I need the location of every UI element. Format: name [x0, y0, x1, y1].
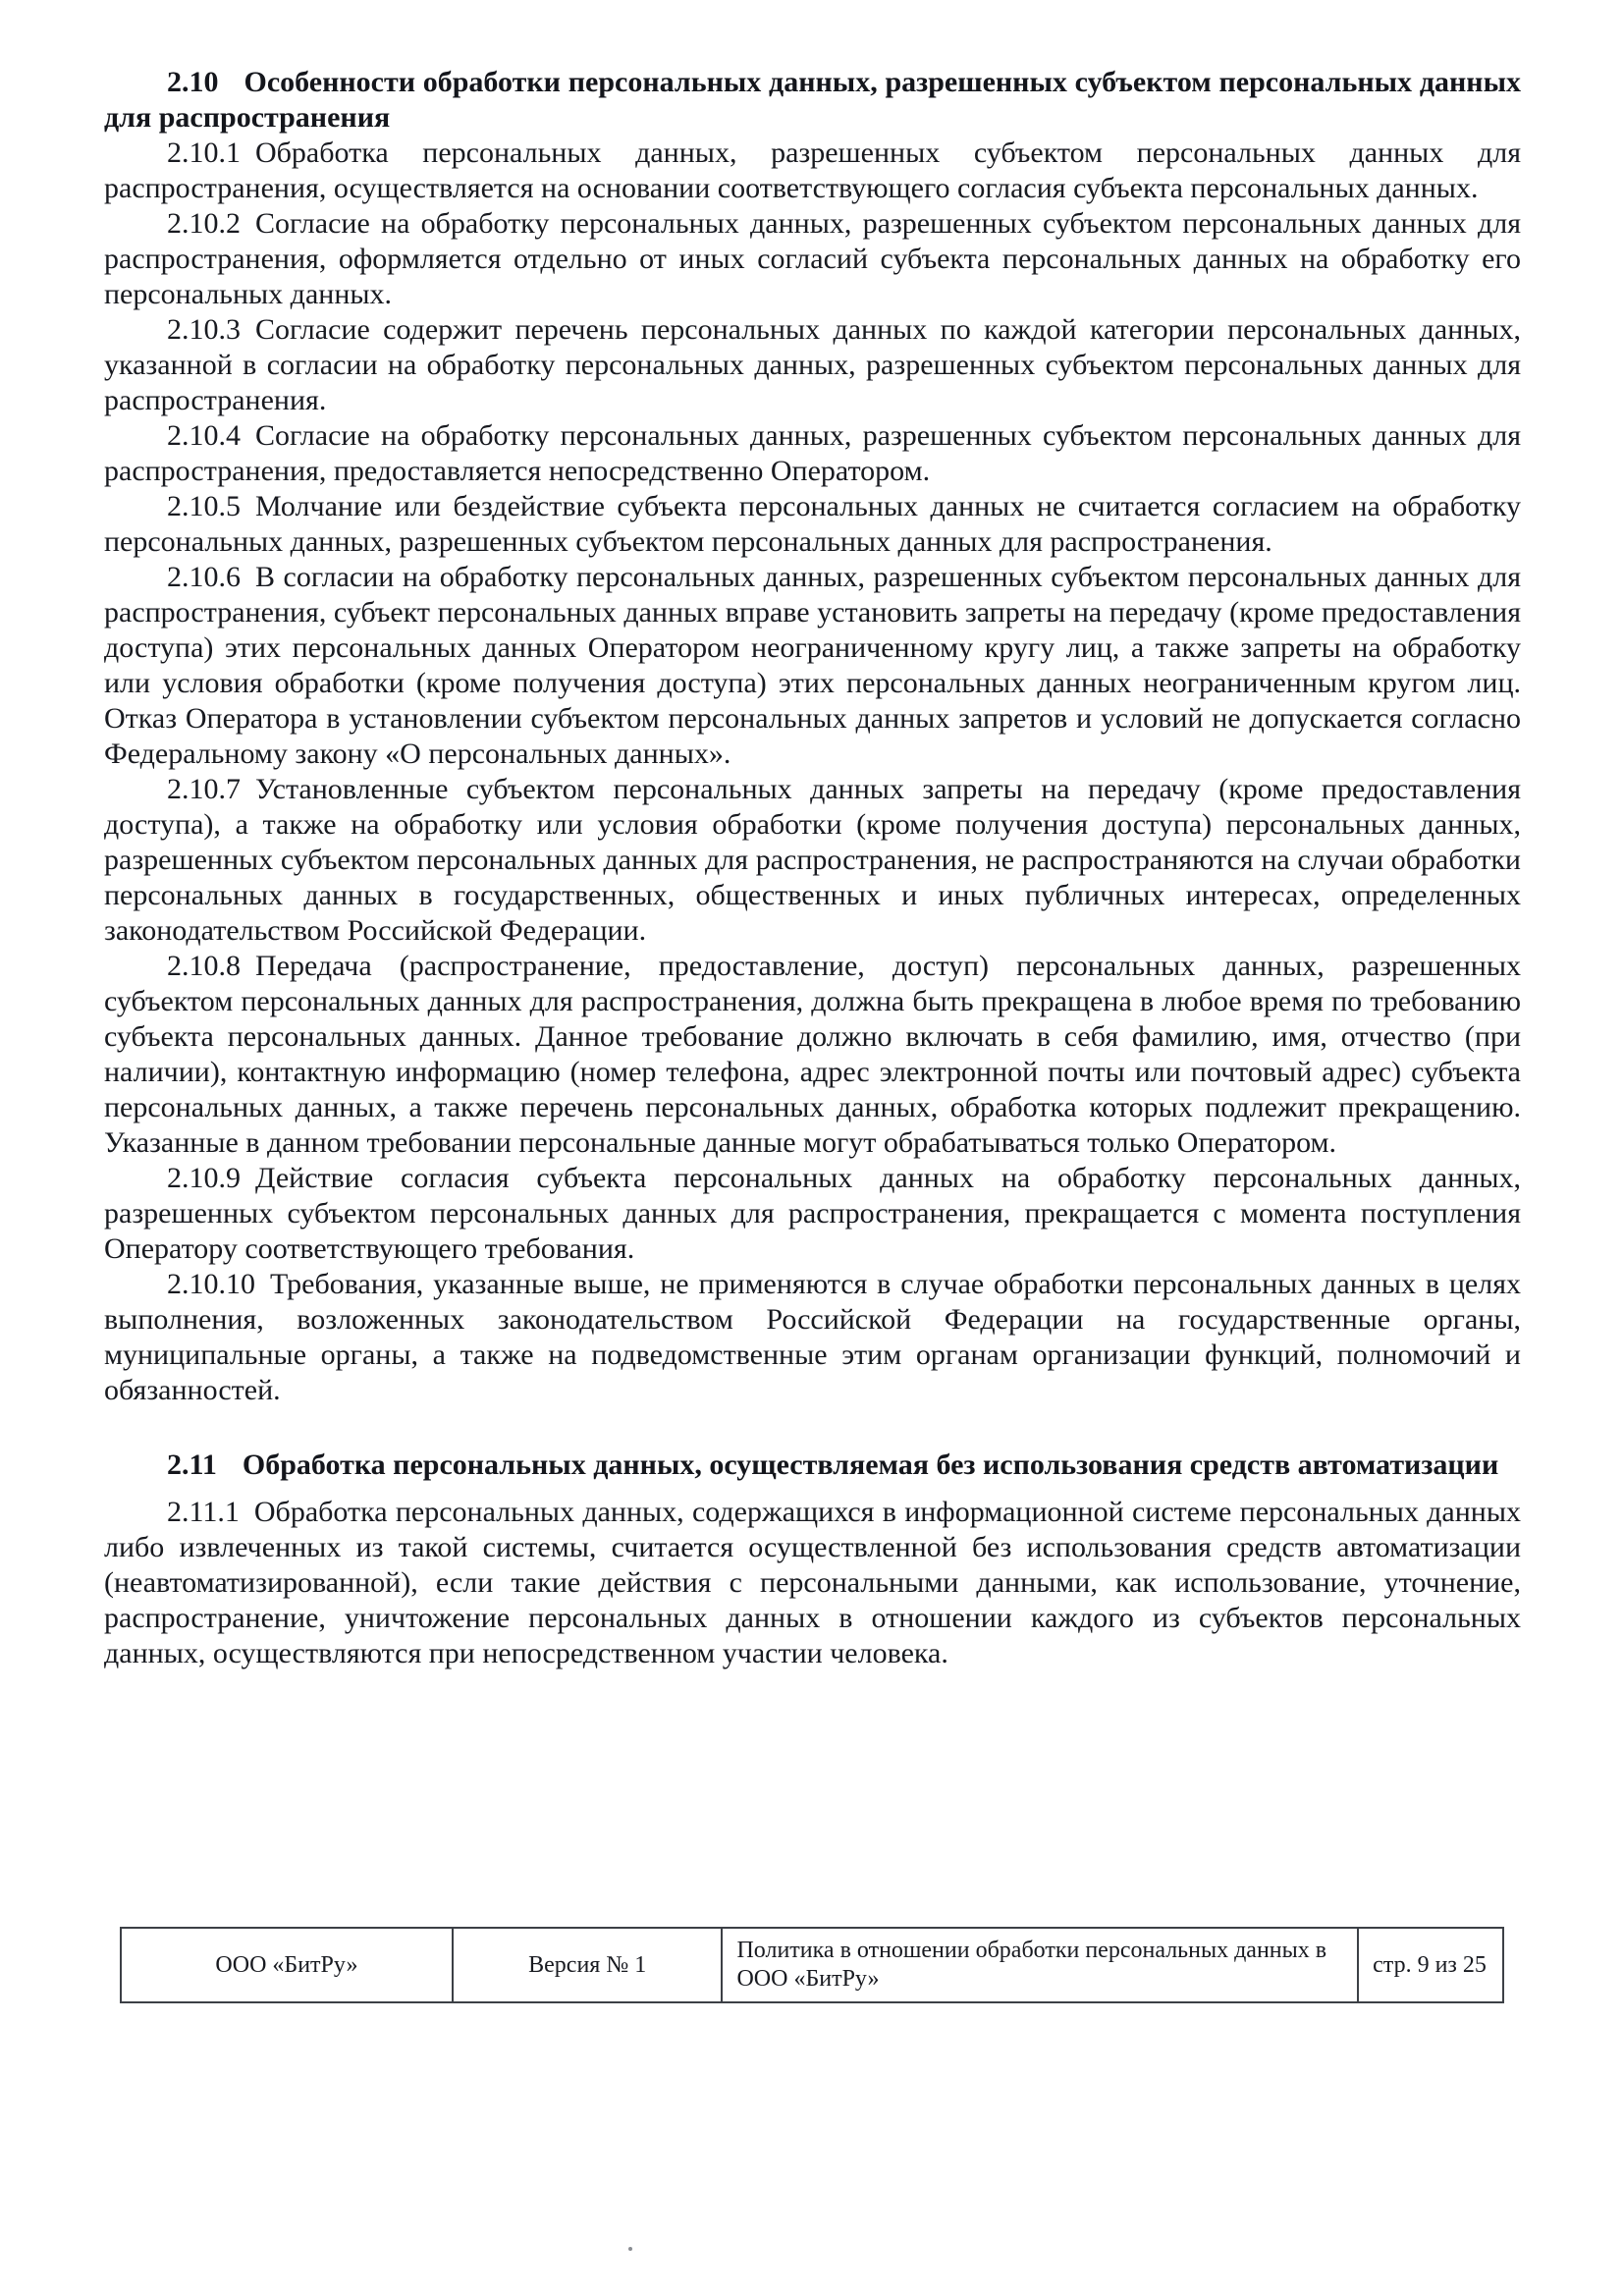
- paragraph-2-10-4: 2.10.4 Согласие на обработку персональных данных, разрешенных субъектом персональных данных для распространения, предоставляется непосредственно Оператором.: [104, 419, 1521, 487]
- footer-table: [120, 1927, 1504, 2003]
- footer-row: [121, 1928, 1503, 2002]
- section-number-2-10: 2.10: [167, 66, 219, 98]
- paragraph-2-10-1: 2.10.1 Обработка персональных данных, разрешенных субъектом персональных данных для распространения, осуществляется на основании соответствующего согласия субъекта персональных данных.: [104, 137, 1521, 204]
- paragraph-2-10-3: 2.10.3 Согласие содержит перечень персональных данных по каждой категории персональных данных, указанной в согласии на обработку персональных данных, разрешенных субъектом персональных данных для распространения.: [104, 313, 1521, 416]
- footer-company-cell: ООО «БитРу»: [121, 1928, 453, 2002]
- section-title-2-11: Обработка персональных данных, осуществляемая без использования средств автоматизации: [242, 1449, 1499, 1481]
- paragraph-2-10-9: 2.10.9 Действие согласия субъекта персональных данных на обработку персональных данных, разрешенных субъектом персональных данных для распространения, прекращается с момента поступления Оператору соответствующего требования.: [104, 1162, 1521, 1265]
- paragraph-2-10-2: 2.10.2 Согласие на обработку персональных данных, разрешенных субъектом персональных данных для распространения, оформляется отдельно от иных согласий субъекта персональных данных на обработку его персональных данных.: [104, 207, 1521, 310]
- footer-doc-title-cell: Политика в отношении обработки персональных данных в ООО «БитРу»: [722, 1928, 1358, 2002]
- section-number-2-11: 2.11: [167, 1449, 217, 1481]
- paragraph-2-10-10: 2.10.10 Требования, указанные выше, не применяются в случае обработки персональных данных в целях выполнения, возложенных законодательством Российской Федерации на государственные органы, муниципальные органы, а также на подведомственные этим органам организации функций, полномочий и обязанностей.: [104, 1268, 1521, 1406]
- paragraph-2-10-7: 2.10.7 Установленные субъектом персональных данных запреты на передачу (кроме предоставления доступа), а также на обработку или условия обработки (кроме получения доступа) персональных данных, разрешенных субъектом персональных данных для распространения, не распространяются на случаи обработки персональных данных в государственных, общественных и иных публичных интересах, определенных законодательством Российской Федерации.: [104, 773, 1521, 947]
- section-title-2-10: Особенности обработки персональных данных, разрешенных субъектом персональных данных для распространения: [104, 66, 1521, 134]
- paragraph-2-10-6: 2.10.6 В согласии на обработку персональных данных, разрешенных субъектом персональных данных для распространения, субъект персональных данных вправе установить запреты на передачу (кроме предоставления доступа) этих персональных данных Оператором неограниченному кругу лиц, а также запреты на обработку или условия обработки (кроме получения доступа) этих персональных данных неограниченным кругом лиц. Отказ Оператора в установлении субъектом персональных данных запретов и условий не допускается согласно Федеральному закону «О персональных данных».: [104, 561, 1521, 770]
- section-heading-2-11: [104, 1448, 1521, 1483]
- scan-artifact-dot: [628, 2247, 632, 2251]
- section-heading-2-10: [104, 65, 1521, 136]
- footer-version-cell: Версия № 1: [453, 1928, 723, 2002]
- paragraph-2-10-8: 2.10.8 Передача (распространение, предоставление, доступ) персональных данных, разрешенных субъектом персональных данных для распространения, должна быть прекращена в любое время по требованию субъекта персональных данных. Данное требование должно включать в себя фамилию, имя, отчество (при наличии), контактную информацию (номер телефона, адрес электронной почты или почтовый адрес) субъекта персональных данных, а также перечень персональных данных, обработка которых подлежит прекращению. Указанные в данном требовании персональные данные могут обрабатываться только Оператором.: [104, 950, 1521, 1159]
- paragraph-2-10-5: 2.10.5 Молчание или бездействие субъекта персональных данных не считается согласием на обработку персональных данных, разрешенных субъектом персональных данных для распространения.: [104, 490, 1521, 558]
- footer-page-number-cell: стр. 9 из 25: [1358, 1928, 1503, 2002]
- paragraph-2-11-1: 2.11.1 Обработка персональных данных, содержащихся в информационной системе персональных данных либо извлеченных из такой системы, считается осуществленной без использования средств автоматизации (неавтоматизированной), если такие действия с персональными данными, как использование, уточнение, распространение, уничтожение персональных данных в отношении каждого из субъектов персональных данных, осуществляются при непосредственном участии человека.: [104, 1496, 1521, 1669]
